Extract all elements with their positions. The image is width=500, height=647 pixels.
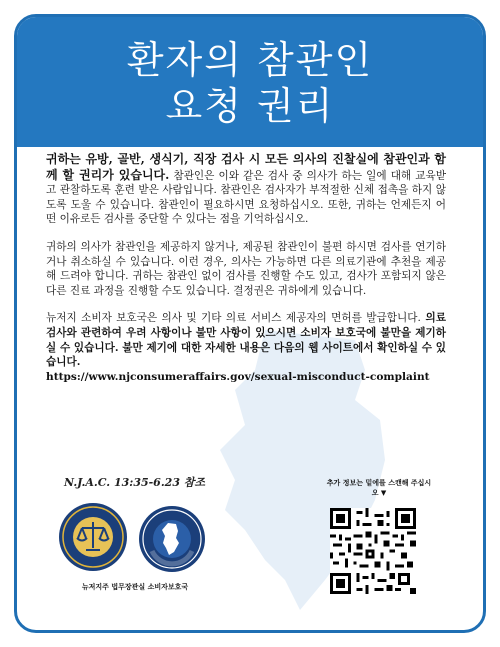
paragraph-3-bold: 의료 검사와 관련하여 우려 사항이나 불만 사항이 있으시면 소비자 보호국에 불만을 제기하실 수 있습니다. 불만 제기에 대한 자세한 내용은 다음의 웹 사이트에서 확인하실 수 있습니다. bbox=[46, 312, 446, 369]
paragraph-3-intro: 뉴저지 소비자 보호국은 의사 및 기타 의료 서비스 제공자의 면허를 발급합니다. bbox=[46, 312, 421, 325]
paragraph-1 bbox=[46, 152, 446, 227]
page-title bbox=[17, 37, 483, 129]
header-band bbox=[17, 17, 483, 147]
paragraph-3 bbox=[46, 311, 446, 384]
title-line-1: 환자의 참관인 bbox=[126, 38, 374, 82]
title-line-2: 요청 권리 bbox=[165, 84, 335, 128]
paragraph-1-lead: 귀하는 유방, 골반, 생식기, 직장 검사 시 모든 의사의 진찰실에 참관인과 함께 할 권리가 있습니다. bbox=[46, 152, 446, 182]
attorney-general-seal-icon bbox=[58, 502, 128, 572]
complaint-url-link[interactable]: https://www.njconsumeraffairs.gov/sexual-misconduct-complaint bbox=[46, 370, 430, 383]
agency-name: 뉴저지주 법무장관실 소비자보호국 bbox=[81, 582, 189, 591]
consumer-affairs-seal-icon bbox=[138, 505, 206, 573]
qr-code-icon[interactable] bbox=[330, 508, 416, 594]
qr-label: 추가 정보는 밑에를 스캔해 주십시오 ▼ bbox=[326, 478, 432, 497]
regulation-citation: N.J.A.C. 13:35-6.23 참조 bbox=[64, 476, 206, 489]
paragraph-2: 귀하의 의사가 참관인을 제공하지 않거나, 제공된 참관인이 불편 하시면 검사를 연기하거나 취소하실 수 있습니다. 이런 경우, 의사는 가능하면 다른 의료기관에 추천을 제공해 드려야 합니다. 귀하는 참관인 없이 검사를 진행할 수도 있고, 검사가 포함되지 않은 다른 진료 과정을 진행할 수도 있습니다. 결정권은 귀하에게 있습니다. bbox=[46, 240, 446, 297]
paragraph-1-rest: 참관인은 이와 같은 검사 중 의사가 하는 일에 대해 교육받고 관찰하도록 훈련 받은 사람입니다. 참관인은 검사자가 부적절한 신체 접촉을 하지 않도록 도울 수 있습니다. 참관인이 필요하시면 요청하십시오. 또한, 귀하는 언제든지 어떤 이유로든 검사를 중단할 수 있다는 점을 기억하십시오. bbox=[46, 169, 446, 226]
body-text bbox=[46, 152, 446, 397]
